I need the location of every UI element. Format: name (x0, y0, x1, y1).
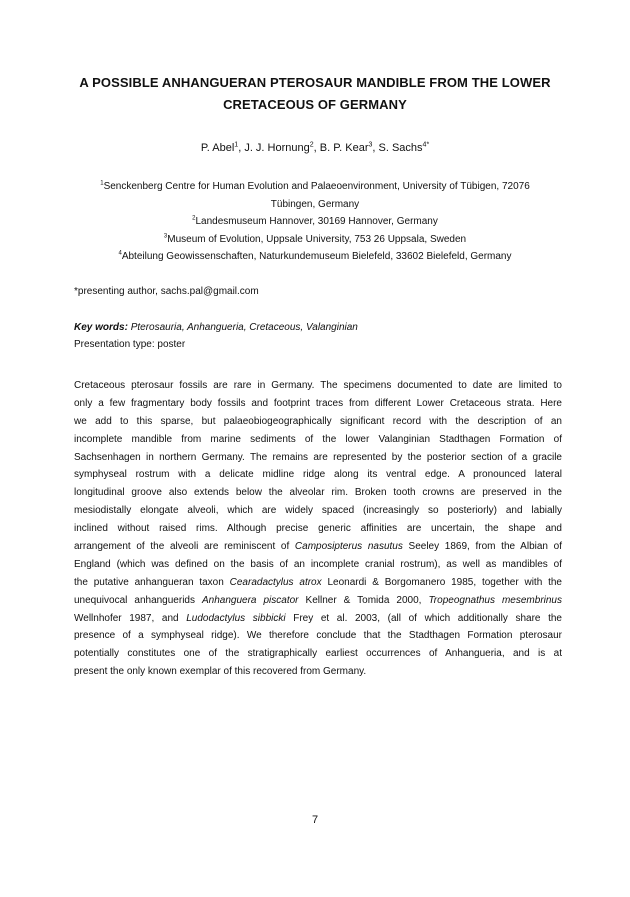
abstract-line (74, 395, 562, 413)
abstract-line (74, 610, 562, 628)
paper-title (60, 72, 570, 116)
keywords-terms: Pterosauria, Anhangueria, Cretaceous, Valanginian (130, 322, 358, 333)
abstract-text: only a few fragmentary body fossils and footprint traces from different Lower Cretaceous strata. Here (74, 397, 562, 409)
author-separator: , (238, 142, 245, 154)
author (320, 142, 373, 154)
taxon-name: Cearadactylus atrox (229, 576, 322, 588)
author-affiliation-marker: 2 (309, 141, 314, 149)
affiliation-text: Abteilung Geowissenschaften, Naturkundemuseum Bielefeld, 33602 Bielefeld, Germany (121, 251, 512, 263)
author-name: P. Abel (200, 142, 235, 154)
abstract-text: we add to this sparse, but palaeobiogeographically significant record with the description of an (74, 415, 562, 427)
abstract-line (74, 377, 562, 395)
abstract-text: present the only known exemplar of this recovered from Germany. (74, 666, 367, 678)
abstract-text: the putative anhangueran taxon (74, 576, 230, 588)
abstract-text: Frey et al. 2003, (all of which additionally share the (285, 612, 562, 624)
abstract-text: Cretaceous pterosaur fossils are rare in Germany. The specimens documented to date are limited to (74, 380, 562, 391)
affiliation-line (60, 231, 570, 249)
abstract-text: Wellnhofer 1987, and (74, 612, 187, 624)
affiliation-marker: 1 (100, 180, 104, 187)
taxon-name: Anhanguera piscator (202, 594, 299, 606)
author-separator: , (372, 142, 379, 154)
abstract-line (74, 484, 562, 502)
affiliation-line (60, 213, 570, 231)
affiliation-line (60, 248, 570, 266)
taxon-name: Tropeognathus mesembrinus (428, 594, 562, 606)
author-name: J. J. Hornung (244, 142, 310, 154)
abstract-line (74, 538, 562, 556)
abstract-line (74, 466, 562, 484)
presenting-author-note: *presenting author, sachs.pal@gmail.com (74, 286, 259, 297)
abstract-line (74, 592, 562, 610)
abstract-text: inclined without raised rims. Although precise generic affinities are uncertain, the shape and (74, 523, 562, 535)
abstract-text: arrangement of the alveoli are reminiscent of (74, 541, 295, 553)
title-line-1: A POSSIBLE ANHANGUERAN PTEROSAUR MANDIBLE FROM THE LOWER (79, 75, 551, 90)
abstract-text: England (which was defined on the basis of an incomplete cranial rostrum), as well as mandibles of (74, 558, 562, 570)
abstract-text: incomplete mandible from marine sediments of the lower Valanginian Stadthagen Formation of (74, 433, 562, 445)
abstract-text: presence of a symphyseal ridge). We therefore conclude that the Stadthagen Formation pterosaur (74, 630, 562, 642)
abstract-text: mesiodistally elongate alveoli, which are widely spaced (increasingly so posteriorly) and labially (74, 505, 562, 517)
affiliation-marker: 4 (118, 251, 122, 258)
abstract-line (74, 449, 562, 467)
abstract-text: symphyseal rostrum with a delicate midline ridge along its ventral edge. A pronounced lateral (74, 469, 562, 481)
abstract-line (74, 556, 562, 574)
abstract-line (74, 663, 562, 681)
author-affiliation-marker: 3 (368, 141, 373, 149)
abstract-line (74, 413, 562, 431)
page-number: 7 (311, 814, 319, 826)
author-affiliation-marker: 1 (234, 141, 239, 149)
abstract-text: longitudinal groove also extends below the alveolar rim. Broken tooth crowns are preserved in the (74, 487, 562, 499)
author-separator: , (313, 142, 320, 154)
abstract-text: Leonardi & Borgomanero 1985, together with the (321, 576, 562, 588)
abstract-text: unequivocal anhanguerids (74, 594, 202, 606)
keywords-label: Key words: (74, 322, 128, 333)
affiliation-text: Museum of Evolution, Uppsale University, 753 26 Uppsala, Sweden (167, 233, 467, 245)
author-name: S. Sachs (378, 142, 423, 154)
abstract-line (74, 502, 562, 520)
affiliation-marker: 2 (192, 215, 196, 222)
abstract-text: Seeley 1869, from the Albian of (402, 541, 562, 553)
affiliation-text: Tübingen, Germany (270, 198, 360, 210)
abstract-line (74, 431, 562, 449)
taxon-name: Ludodactylus sibbicki (186, 612, 286, 624)
abstract-line (74, 645, 562, 663)
affiliation-line (60, 196, 570, 214)
keywords-block (74, 319, 358, 353)
author (244, 142, 313, 154)
presentation-type: Presentation type: poster (74, 339, 186, 350)
abstract-text: potentially constitutes one of the stratigraphically earliest occurrences of Anhangueria, and is at (74, 648, 562, 660)
abstract-text: Kellner & Tomida 2000, (298, 594, 429, 606)
abstract-body (74, 377, 562, 681)
author (201, 142, 238, 154)
affiliation-list (60, 178, 570, 266)
abstract-line (74, 627, 562, 645)
author-name: B. P. Kear (319, 142, 369, 154)
affiliation-text: Senckenberg Centre for Human Evolution and Palaeoenvironment, University of Tübigen, 72076 (103, 181, 530, 192)
author (379, 142, 430, 154)
abstract-text: Sachsenhagen in northern Germany. The remains are represented by the posterior section of a gracile (74, 451, 562, 463)
taxon-name: Camposipterus nasutus (294, 541, 403, 553)
abstract-line (74, 574, 562, 592)
author-affiliation-marker: 4* (422, 141, 430, 149)
affiliation-marker: 3 (163, 233, 168, 240)
affiliation-text: Landesmuseum Hannover, 30169 Hannover, Germany (195, 216, 438, 228)
title-line-2: CRETACEOUS OF GERMANY (223, 97, 407, 112)
author-list (60, 140, 570, 156)
affiliation-line (60, 178, 570, 196)
abstract-line (74, 520, 562, 538)
